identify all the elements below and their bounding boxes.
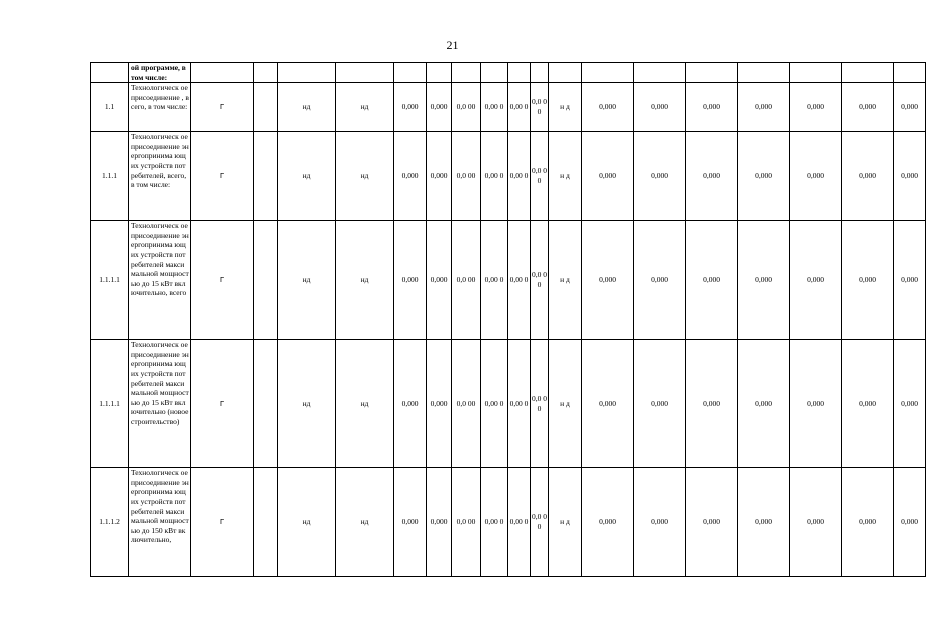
value-cell: нд [336,132,394,221]
value-cell: нд [278,83,336,132]
row-name: Технологическ ое присоединение энергопринима ющих устройств потребителей максимальной мощностью до 15 кВт включительно (новое строительство) [129,340,191,468]
value-cell: 0,00 0 [508,340,531,468]
row-number: 1.1.1 [91,132,129,221]
row-number: 1.1.1.1 [91,340,129,468]
value-cell: 0,0 00 [452,221,481,340]
value-cell: 0,000 [394,468,427,577]
value-cell: 0,00 0 [481,221,508,340]
empty-cell [254,221,278,340]
value-cell: 0,00 0 [508,132,531,221]
empty-cell [254,132,278,221]
empty-cell [254,468,278,577]
row-name: Технологическ ое присоединение , всего, в том числе: [129,83,191,132]
row-name: ой программе, в том числе: [129,63,191,83]
value-cell: 0,000 [894,132,926,221]
value-cell: 0,000 [582,132,634,221]
value-cell: нд [336,221,394,340]
value-cell: 0,000 [842,340,894,468]
value-cell: 0,000 [738,132,790,221]
value-cell: 0,00 0 [481,340,508,468]
value-cell: 0,000 [790,468,842,577]
value-cell: н д [549,468,582,577]
value-cell: 0,000 [894,221,926,340]
value-cell: нд [336,468,394,577]
value-cell: 0,000 [394,340,427,468]
value-cell: 0,000 [582,468,634,577]
value-cell: 0,00 0 [481,132,508,221]
table-row [91,83,926,132]
row-name: Технологическ ое присоединение энергопринима ющих устройств потребителей, всего, в том числе: [129,132,191,221]
value-cell: 0,000 [790,83,842,132]
value-cell: 0,000 [842,132,894,221]
empty-cell [254,340,278,468]
value-cell: 0,000 [842,83,894,132]
value-cell: 0,000 [738,221,790,340]
value-cell: 0,000 [394,221,427,340]
table-row [91,340,926,468]
value-cell: 0,000 [394,83,427,132]
value-cell: 0,000 [427,468,452,577]
value-cell: 0,000 [634,340,686,468]
value-cell: 0,00 0 [481,468,508,577]
category-code: Г [191,340,254,468]
value-cell: 0,000 [427,83,452,132]
value-cell: 0,000 [738,83,790,132]
value-cell: 0,000 [842,468,894,577]
value-cell: 0,000 [582,221,634,340]
value-cell: 0,000 [894,340,926,468]
value-cell: 0,0 00 [452,83,481,132]
table-row [91,132,926,221]
value-cell: 0,000 [790,221,842,340]
row-name: Технологическ ое присоединение энергопринима ющих устройств потребителей максимальной мощностью до 150 кВт включительно, [129,468,191,577]
row-number: 1.1.1.1 [91,221,129,340]
value-cell: 0,00 0 [508,221,531,340]
value-cell: 0,000 [894,83,926,132]
value-cell: 0,00 0 [481,83,508,132]
value-cell: нд [336,83,394,132]
value-cell: 0,000 [738,340,790,468]
table-row [91,221,926,340]
value-cell: нд [278,468,336,577]
value-cell: 0,0 00 [531,340,549,468]
investment-table [90,62,926,577]
value-cell: 0,000 [634,83,686,132]
value-cell: 0,000 [790,132,842,221]
value-cell: 0,0 00 [531,83,549,132]
page-number: 21 [446,38,459,52]
value-cell: 0,000 [582,340,634,468]
value-cell: 0,000 [842,221,894,340]
category-code: Г [191,132,254,221]
value-cell: 0,0 00 [452,132,481,221]
value-cell: 0,000 [582,83,634,132]
value-cell: нд [278,340,336,468]
value-cell: нд [278,221,336,340]
value-cell: 0,000 [686,221,738,340]
value-cell: 0,0 00 [531,132,549,221]
category-code: Г [191,468,254,577]
value-cell: н д [549,221,582,340]
value-cell: 0,000 [686,83,738,132]
category-code: Г [191,83,254,132]
value-cell: н д [549,83,582,132]
value-cell: 0,000 [686,340,738,468]
value-cell: н д [549,340,582,468]
value-cell: 0,0 00 [452,468,481,577]
value-cell: 0,000 [634,132,686,221]
value-cell: 0,00 0 [508,468,531,577]
row-number: 1.1 [91,83,129,132]
value-cell: 0,0 00 [531,221,549,340]
value-cell: 0,000 [427,221,452,340]
value-cell: 0,000 [394,132,427,221]
value-cell: н д [549,132,582,221]
value-cell: 0,000 [686,468,738,577]
value-cell: 0,00 0 [508,83,531,132]
value-cell: 0,000 [686,132,738,221]
value-cell: 0,000 [634,221,686,340]
row-number: 1.1.1.2 [91,468,129,577]
table-row-continued [91,63,926,83]
row-name: Технологическ ое присоединение энергопринима ющих устройств потребителей максимальной мощностью до 15 кВт включительно, всего [129,221,191,340]
value-cell: 0,000 [738,468,790,577]
value-cell: нд [336,340,394,468]
table-row [91,468,926,577]
value-cell: 0,000 [894,468,926,577]
value-cell: 0,000 [790,340,842,468]
category-code: Г [191,221,254,340]
value-cell: нд [278,132,336,221]
value-cell: 0,000 [427,132,452,221]
value-cell: 0,0 00 [531,468,549,577]
value-cell: 0,000 [634,468,686,577]
empty-cell [254,83,278,132]
value-cell: 0,000 [427,340,452,468]
value-cell: 0,0 00 [452,340,481,468]
